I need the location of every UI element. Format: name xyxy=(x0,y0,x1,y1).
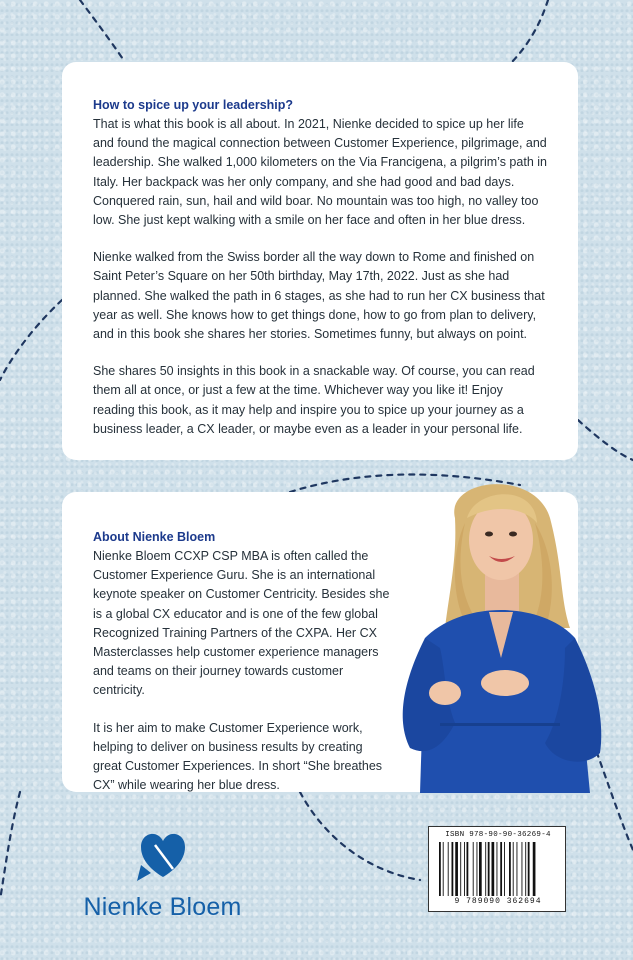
barcode-number: 9 789090 362694 xyxy=(454,897,542,906)
barcode-bar xyxy=(525,842,526,896)
barcode-bar xyxy=(517,842,518,896)
author-heading: About Nienke Bloem xyxy=(93,530,216,544)
barcode-bar xyxy=(455,842,458,896)
barcode-bar xyxy=(497,842,498,896)
barcode-bar xyxy=(464,842,465,896)
heart-chat-logo-icon xyxy=(133,825,193,885)
barcode-bar xyxy=(477,842,478,896)
book-heading: How to spice up your leadership? xyxy=(93,98,294,112)
about-book-card xyxy=(62,62,578,460)
barcode-bars xyxy=(439,842,557,896)
barcode-bar xyxy=(473,842,474,896)
barcode-bar xyxy=(460,842,461,896)
book-paragraph-1: That is what this book is all about. In 2021, Nienke decided to spice up her life and found the magical connection between Customer Experience, pilgrimage, and leadership. She walked 1,000 kilometers on the Via Francigena, a pilgrim’s path in Italy. Her backpack was her only company, and she had good and bad days. Conquered rain, sun, hail and wild boar. No mountain was too high, no valley too low. She just kept walking with a smile on her face and often in her blue dress. xyxy=(93,117,547,228)
barcode-bar xyxy=(485,842,486,896)
barcode-bar xyxy=(488,842,490,896)
barcode-bar xyxy=(533,842,536,896)
barcode-bar xyxy=(504,842,505,896)
barcode-bar xyxy=(500,842,502,896)
author-photo xyxy=(385,478,605,793)
barcode-bar xyxy=(513,842,514,896)
isbn-label: ISBN 978-90-90-36269-4 xyxy=(445,831,551,839)
barcode-bar xyxy=(452,842,454,896)
nienke-bloem-logo xyxy=(70,825,255,925)
logo-name: Nienke Bloem xyxy=(83,893,242,921)
book-paragraph-3: She shares 50 insights in this book in a snackable way. Of course, you can read them all at once, or just a few at the time. Whichever way you like it! Enjoy reading this book, as it may help and inspire you to spice up your journey as a business leader, a CX leader, or maybe even as a leader in your personal life. xyxy=(93,364,535,436)
barcode-bar xyxy=(528,842,530,896)
barcode-bar xyxy=(479,842,482,896)
barcode-bar xyxy=(522,842,523,896)
barcode-bar xyxy=(509,842,511,896)
author-paragraph-1: Nienke Bloem CCXP CSP MBA is often called the Customer Experience Guru. She is an international keynote speaker on Customer Centricity. Besides she is a global CX educator and is one of the few global Recognized Training Partners of the CXPA. Her CX Masterclasses help customer experience managers and teams on their journey towards customer centricity. xyxy=(93,549,390,698)
book-paragraph-2: Nienke walked from the Swiss border all the way down to Rome and finished on Saint Peter’s Square on her 50th birthday, May 17th, 2022. Just as she had planned. She walked the path in 6 stages, as she had to run her CX business that year as well. She knows how to get things done, how to go from plan to delivery, and in this book she shares her stories. Sometimes funny, but always on point. xyxy=(93,250,545,342)
barcode-bar xyxy=(439,842,441,896)
barcode-bar xyxy=(467,842,469,896)
isbn-barcode xyxy=(428,826,566,912)
author-paragraph-2: It is her aim to make Customer Experience work, helping to deliver on business results by creating great Customer Experiences. In short “She breathes CX” while wearing her blue dress. xyxy=(93,720,383,793)
barcode-bar xyxy=(492,842,495,896)
barcode-bar xyxy=(443,842,444,896)
barcode-bar xyxy=(448,842,449,896)
